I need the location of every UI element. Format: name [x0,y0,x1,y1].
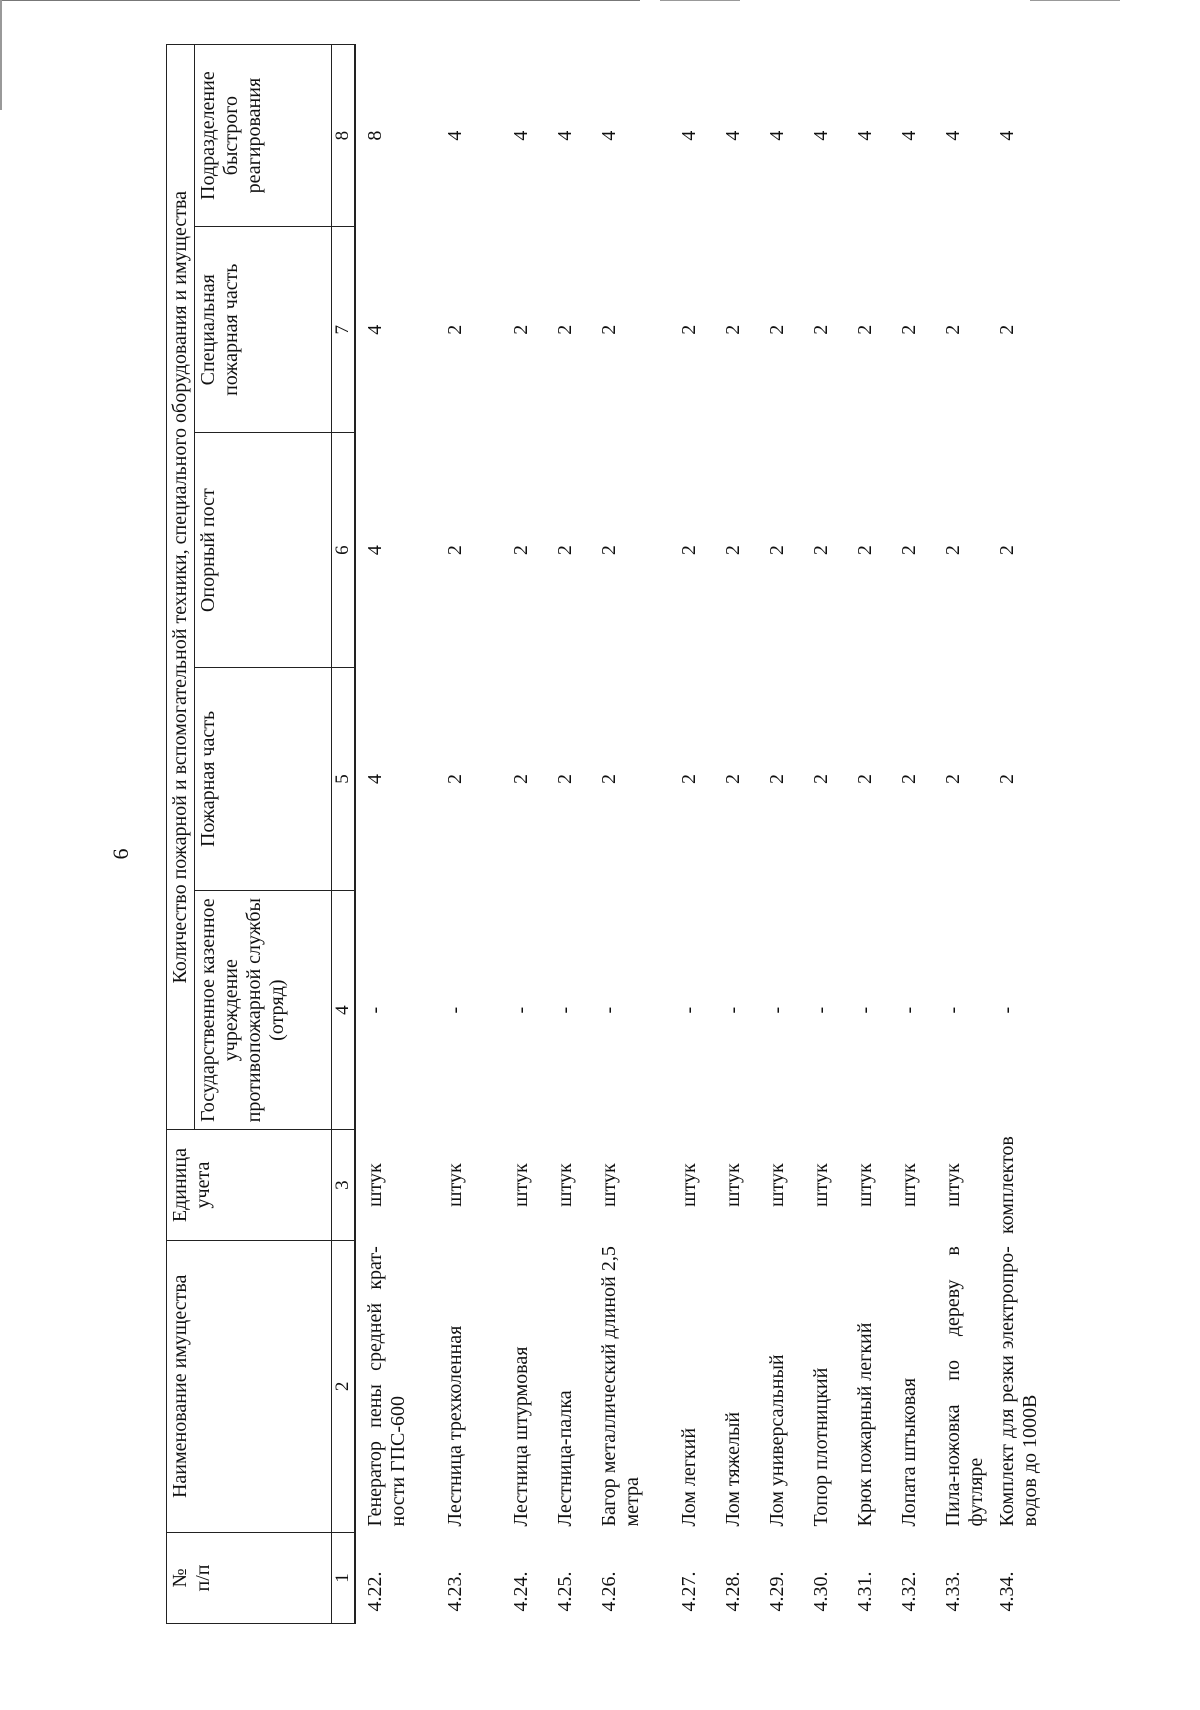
qty-state-institution: - [995,1006,1018,1014]
qty-special-fire-unit: 2 [853,324,876,335]
header-unit: Единица учета [167,1130,332,1240]
qty-base-post: 4 [363,545,386,556]
item-name: Генератор пены средней крат-ности ГПС-600 [363,1246,409,1527]
qty-base-post: 2 [443,545,466,556]
qty-rapid-response: 4 [897,130,920,141]
qty-rapid-response: 4 [941,130,964,141]
qty-base-post: 2 [941,545,964,556]
header-base-post: Опорный пост [195,433,332,668]
header-group-quantity: Количество пожарной и вспомогательной техники, специального оборудования и имущества [167,45,195,1130]
qty-base-post: 2 [677,545,700,556]
qty-base-post: 2 [897,545,920,556]
row-number: 4.24. [509,1571,532,1612]
qty-base-post: 2 [809,545,832,556]
column-number: 1 [332,1532,355,1623]
qty-rapid-response: 4 [509,130,532,141]
item-name: Топор плотницкий [809,1367,832,1527]
qty-rapid-response: 4 [597,130,620,141]
column-number: 4 [332,890,355,1130]
table-row [802,45,846,1624]
qty-fire-unit: 2 [995,773,1018,784]
item-unit: штук [853,1163,876,1207]
item-unit: штук [897,1163,920,1207]
qty-rapid-response: 4 [853,130,876,141]
qty-special-fire-unit: 2 [721,324,744,335]
item-unit: штук [809,1163,832,1207]
qty-state-institution: - [897,1006,920,1014]
qty-special-fire-unit: 2 [509,324,532,335]
qty-base-post: 2 [853,545,876,556]
qty-fire-unit: 2 [941,773,964,784]
table-row [758,45,802,1624]
header-fire-unit: Пожарная часть [195,668,332,891]
qty-special-fire-unit: 2 [443,324,466,335]
qty-state-institution: - [509,1006,532,1014]
qty-base-post: 2 [721,545,744,556]
qty-base-post: 2 [509,545,532,556]
qty-fire-unit: 2 [765,773,788,784]
row-number: 4.32. [897,1571,920,1612]
item-name: Лом легкий [677,1427,700,1527]
qty-fire-unit: 2 [677,773,700,784]
table-row [355,45,436,1624]
item-name: Крюк пожарный легкий [853,1322,876,1527]
qty-special-fire-unit: 2 [995,324,1018,335]
qty-state-institution: - [765,1006,788,1014]
item-name: Багор металлический длиной 2,5 метра [597,1246,643,1527]
column-number: 3 [332,1130,355,1240]
qty-state-institution: - [809,1006,832,1014]
table-row [590,45,670,1624]
qty-special-fire-unit: 2 [809,324,832,335]
qty-special-fire-unit: 2 [765,324,788,335]
qty-fire-unit: 2 [443,773,466,784]
row-number: 4.22. [363,1571,386,1612]
item-unit: штук [677,1163,700,1207]
equipment-table [166,44,1068,1624]
table-body [355,45,1068,1624]
row-number: 4.31. [853,1571,876,1612]
qty-rapid-response: 4 [443,130,466,141]
header-state-institution: Государственное казенное учреждение противопожарной службы (отряд) [195,890,332,1130]
header-rapid-response: Подразделение быстрого реагирования [195,45,332,227]
column-number: 6 [332,433,355,668]
qty-base-post: 2 [553,545,576,556]
table-row [670,45,714,1624]
row-number: 4.30. [809,1571,832,1612]
item-unit: комплектов [995,1136,1018,1235]
header-name: Наименование имущества [167,1240,332,1532]
table-row [890,45,934,1624]
qty-fire-unit: 2 [897,773,920,784]
row-number: 4.25. [553,1571,576,1612]
qty-fire-unit: 2 [597,773,620,784]
qty-special-fire-unit: 2 [677,324,700,335]
qty-rapid-response: 4 [995,130,1018,141]
item-name: Лестница-палка [553,1390,576,1527]
item-name: Лом универсальный [765,1354,788,1527]
qty-fire-unit: 2 [553,773,576,784]
table-row [546,45,590,1624]
qty-state-institution: - [443,1006,466,1014]
row-number: 4.29. [765,1571,788,1612]
item-name: Лом тяжелый [721,1411,744,1527]
table-row [988,45,1068,1624]
qty-rapid-response: 4 [765,130,788,141]
item-name: Комплект для резки электропро-водов до 1000В [995,1246,1041,1527]
item-unit: штук [363,1163,386,1207]
page-number: 6 [108,848,133,860]
column-number: 2 [332,1240,355,1532]
qty-special-fire-unit: 4 [363,324,386,335]
qty-state-institution: - [677,1006,700,1014]
table-row [502,45,546,1624]
table-row [436,45,502,1624]
item-name: Лестница трехколенная [443,1325,466,1527]
row-number: 4.28. [721,1571,744,1612]
qty-base-post: 2 [597,545,620,556]
item-unit: штук [509,1163,532,1207]
qty-special-fire-unit: 2 [941,324,964,335]
qty-fire-unit: 2 [853,773,876,784]
qty-rapid-response: 4 [677,130,700,141]
row-number: 4.23. [443,1571,466,1612]
qty-state-institution: - [853,1006,876,1014]
qty-state-institution: - [553,1006,576,1014]
qty-base-post: 2 [995,545,1018,556]
header-number: № п/п [167,1532,332,1623]
column-number: 5 [332,668,355,891]
row-number: 4.27. [677,1571,700,1612]
item-name: Пила-ножовка по дереву в футляре [941,1246,987,1527]
item-unit: штук [941,1163,964,1207]
qty-fire-unit: 2 [721,773,744,784]
item-unit: штук [553,1163,576,1207]
qty-special-fire-unit: 2 [597,324,620,335]
column-number: 7 [332,227,355,433]
row-number: 4.26. [597,1571,620,1612]
qty-rapid-response: 4 [553,130,576,141]
item-unit: штук [765,1163,788,1207]
table-row [846,45,890,1624]
qty-state-institution: - [941,1006,964,1014]
qty-state-institution: - [363,1006,386,1014]
qty-rapid-response: 4 [721,130,744,141]
table-row [934,45,988,1624]
qty-rapid-response: 8 [363,130,386,141]
qty-special-fire-unit: 2 [553,324,576,335]
row-number: 4.33. [941,1571,964,1612]
item-name: Лестница штурмовая [509,1346,532,1527]
item-unit: штук [597,1163,620,1207]
item-unit: штук [443,1163,466,1207]
item-unit: штук [721,1163,744,1207]
row-number: 4.34. [995,1571,1018,1612]
qty-rapid-response: 4 [809,130,832,141]
column-number: 8 [332,45,355,227]
item-name: Лопата штыковая [897,1377,920,1527]
table-row [714,45,758,1624]
qty-fire-unit: 2 [509,773,532,784]
qty-state-institution: - [721,1006,744,1014]
qty-fire-unit: 2 [809,773,832,784]
qty-fire-unit: 4 [363,773,386,784]
header-special-fire-unit: Специальная пожарная часть [195,227,332,433]
qty-special-fire-unit: 2 [897,324,920,335]
qty-base-post: 2 [765,545,788,556]
qty-state-institution: - [597,1006,620,1014]
